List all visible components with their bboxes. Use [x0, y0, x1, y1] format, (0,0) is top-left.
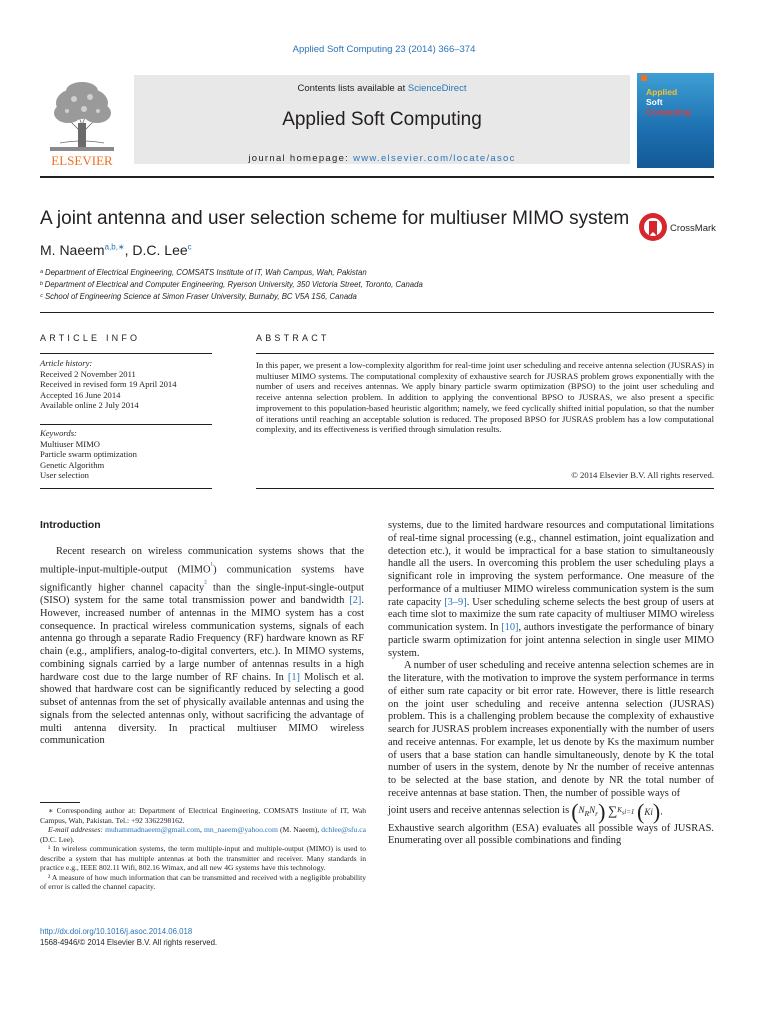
binomial-equation: $(N_RN_r)$ $\sum K_si=1$ (Ki).	[571, 798, 663, 824]
keywords-block	[40, 428, 212, 481]
body-column-left	[40, 546, 364, 748]
article-info-rule	[40, 353, 212, 354]
body-paragraph-jusras: A number of user scheduling and receive antenna selection schemes are in the literature, with the motivation to improve the system performance in terms of either sum rate capacity or bit error rate. However, there is little research on the joint user scheduling and receive antenna selection (JUSRAS) problem. This is a challenging problem because the complexity of exhaustive search for JUSRAS problem increases exponentially with the number of users and receive antennas. For example, let us denote by Ks the maximum number of users that a base station can handle simultaneously, denote by K the total number of users in the system, denote by Nr the number of receive antennas to be selected at the base station, and denote by NR the total number of receive antennas at base station. Then, the number of possible ways of	[388, 660, 714, 799]
doi-link[interactable]: http://dx.doi.org/10.1016/j.asoc.2014.06.018	[40, 927, 193, 936]
footnote-1: ¹ In wireless communication systems, the term multiple-input and multiple-output (MIMO) is used to describe a system that has multiple antennas at both the transmitter and receiver. Many standards in practice e.g., IEEE 802.11 Wifi, 802.16 Wimax, and all new 4G systems have this technology.	[40, 844, 366, 872]
citation-link[interactable]: [10]	[501, 622, 519, 633]
footnotes	[40, 806, 366, 892]
article-history	[40, 358, 212, 411]
doi-block	[40, 926, 217, 948]
issn-line: 1568-4946/© 2014 Elsevier B.V. All rights reserved.	[40, 938, 218, 947]
affiliation-a: ᵃ Department of Electrical Engineering, COMSATS Institute of IT, Wah Campus, Wah, Pakistan	[40, 268, 367, 277]
intro-paragraph-1: Recent research on wireless communication systems shows that the multiple-input-multiple-output $(MIMO^{^1})$ communication systems have significantly higher channel capacity$^{^2}$ than the single-input-single-output (SISO) system for the same total transmission power and bandwidth [2]. However, increased number of antennas in the MIMO system has a cost consequence. In practical wireless communication systems, signals of each antenna go through a separate Radio Frequency (RF) hardware known as RF chain (e.g., amplifiers, analog-to-digital converters, etc.). In MIMO systems, combining signals carried by a large number of antennas results in a high hardware cost due to the large number of RF chains. In [1] Molisch et al. showed that hardware cost can be significantly reduced by selecting a good subset of antennas from the set of physically available antennas and using the signals from the selected antennas only, without sacrificing the advantage of multi antenna diversity. In practical multiuser MIMO wireless communication	[40, 546, 364, 747]
journal-masthead	[40, 73, 714, 168]
footnote-emails: E-mail addresses: muhammadnaeem@gmail.com, mn_naeem@yahoo.com (M. Naeem), dchlee@sfu.ca (D.C. Lee).	[40, 825, 366, 844]
affiliation-c: ᶜ School of Engineering Science at Simon Fraser University, Burnaby, BC V5A 1S6, Canada	[40, 292, 357, 301]
abstract-heading: ABSTRACT	[256, 333, 330, 343]
section-heading-introduction: Introduction	[40, 520, 101, 531]
affiliation-b: ᵇ Department of Electrical and Computer Engineering, Ryerson University, 350 Victoria Street, Toronto, Canada	[40, 280, 423, 289]
abstract-copyright: © 2014 Elsevier B.V. All rights reserved.	[571, 470, 714, 480]
homepage-prefix: journal homepage:	[248, 153, 354, 164]
citation-link[interactable]: [3–9]	[444, 596, 467, 608]
paper-title: A joint antenna and user selection scheme for multiuser MIMO system	[40, 208, 630, 229]
contents-line	[134, 83, 630, 94]
footnote-2: ² A measure of how much information that can be transmitted and received with a negligible probability of error is called the channel capacity.	[40, 872, 366, 891]
keyword-item: Particle swarm optimization	[40, 449, 137, 460]
body-paragraph-continued: systems, due to the limited hardware resources and computational limitations of real-time signal processing (e.g., channel estimation, joint equalization and detection etc.), it would be impractical for a base station to simultaneously handle all the users. In overcoming this problem the user scheduling plays a significant role in improving the system performance. One measure of the performance of a multiuser MIMO wireless communication system is the sum rate capacity [3–9]. User scheduling scheme selects the best group of users at each time slot to maximize the sum rate capacity of multiuser MIMO wireless communication system. In [10], authors investigate the performance of binary particle swarm optimization for joint antenna selection in single user MIMO system.	[388, 520, 714, 659]
history-accepted: Accepted 16 June 2014	[40, 389, 121, 400]
abstract-text: In this paper, we present a low-complexity algorithm for real-time joint user scheduling and receive antenna selection (JUSRAS) in multiuser MIMO systems. The computational complexity of exhaustive search for JUSRAS problem grows exponentially with the number of users and receives antennas. We apply binary particle swarm optimization (BPSO) to the joint user scheduling and receive antenna selection problem. In addition to applying the conventional BPSO to JUSRAS, we also present a specific improvement to this population-based heuristic algorithm; namely, we feed cyclically shifted initial population, so that the number of iterations until reaching an acceptable solution is reduced. The proposed BPSO for JUSRAS problem has a low computational complexity, and its effectiveness is verified through simulation results.	[256, 360, 714, 435]
author-affiliation-marks[interactable]: a,b,∗	[104, 242, 125, 252]
sciencedirect-link[interactable]: ScienceDirect	[407, 83, 467, 94]
journal-homepage	[134, 153, 630, 164]
author-list	[40, 242, 192, 258]
footnote-corresponding: ∗ Corresponding author at: Department of Electrical Engineering, COMSATS Institute of IT, Wah Campus, Wah, Pakistan. Tel.: +92 3362298162.	[40, 806, 366, 825]
header-divider	[40, 312, 714, 313]
body-column-right	[388, 520, 714, 848]
masthead-divider	[40, 176, 714, 178]
keyword-item: Genetic Algorithm	[40, 459, 105, 470]
author-affiliation-marks[interactable]: c	[187, 242, 192, 252]
abstract-bottom-rule	[256, 488, 714, 489]
author-separator: ,	[124, 242, 133, 258]
equation-prefix: joint users and receive antennas selection is	[388, 805, 570, 817]
journal-cover-thumbnail[interactable]	[637, 73, 714, 168]
elsevier-wordmark: ELSEVIER	[51, 153, 113, 168]
footnote-ref-1[interactable]: ¹	[210, 559, 214, 570]
homepage-link[interactable]: www.elsevier.com/locate/asoc	[353, 153, 516, 164]
cover-logo-mark	[641, 75, 647, 81]
keyword-item: Multiuser MIMO	[40, 438, 100, 449]
journal-banner	[134, 75, 630, 164]
history-revised: Received in revised form 19 April 2014	[40, 379, 177, 390]
citation-link[interactable]: [1]	[287, 671, 300, 683]
crossmark-label: CrossMark	[670, 223, 716, 234]
cover-line-3: Computing	[646, 107, 691, 117]
history-received: Received 2 November 2011	[40, 368, 136, 379]
article-info-heading: ARTICLE INFO	[40, 333, 141, 343]
crossmark-badge[interactable]	[638, 211, 718, 243]
contents-prefix: Contents lists available at	[297, 83, 408, 94]
author-name: M. Naeem	[40, 242, 105, 258]
email-link[interactable]: mn_naeem@yahoo.com	[204, 825, 278, 834]
footnote-divider	[40, 802, 80, 803]
email-link[interactable]: muhammadnaeem@gmail.com	[105, 825, 201, 834]
author-name: D.C. Lee	[132, 242, 188, 258]
keyword-item: User selection	[40, 470, 89, 481]
elsevier-logo	[40, 73, 124, 168]
footnote-ref-2[interactable]: ²	[204, 577, 207, 588]
keywords-label: Keywords:	[40, 428, 77, 438]
body-paragraph-esa: Exhaustive search algorithm (ESA) evaluates all possible ways of JUSRAS. Enumerating over all possible combinations and finding	[388, 822, 714, 847]
abstract-rule	[256, 353, 714, 354]
citation-link[interactable]: [2]	[349, 595, 362, 607]
email-link[interactable]: dchlee@sfu.ca	[321, 825, 366, 834]
history-online: Available online 2 July 2014	[40, 400, 139, 411]
journal-title: Applied Soft Computing	[282, 109, 482, 130]
cover-line-2: Soft	[646, 97, 663, 107]
journal-citation[interactable]: Applied Soft Computing 23 (2014) 366–374	[292, 44, 476, 55]
keywords-rule	[40, 424, 212, 425]
cover-line-1: Applied	[646, 87, 678, 97]
info-bottom-rule	[40, 488, 212, 489]
history-label: Article history:	[40, 358, 93, 368]
combinations-equation-line	[388, 798, 714, 824]
